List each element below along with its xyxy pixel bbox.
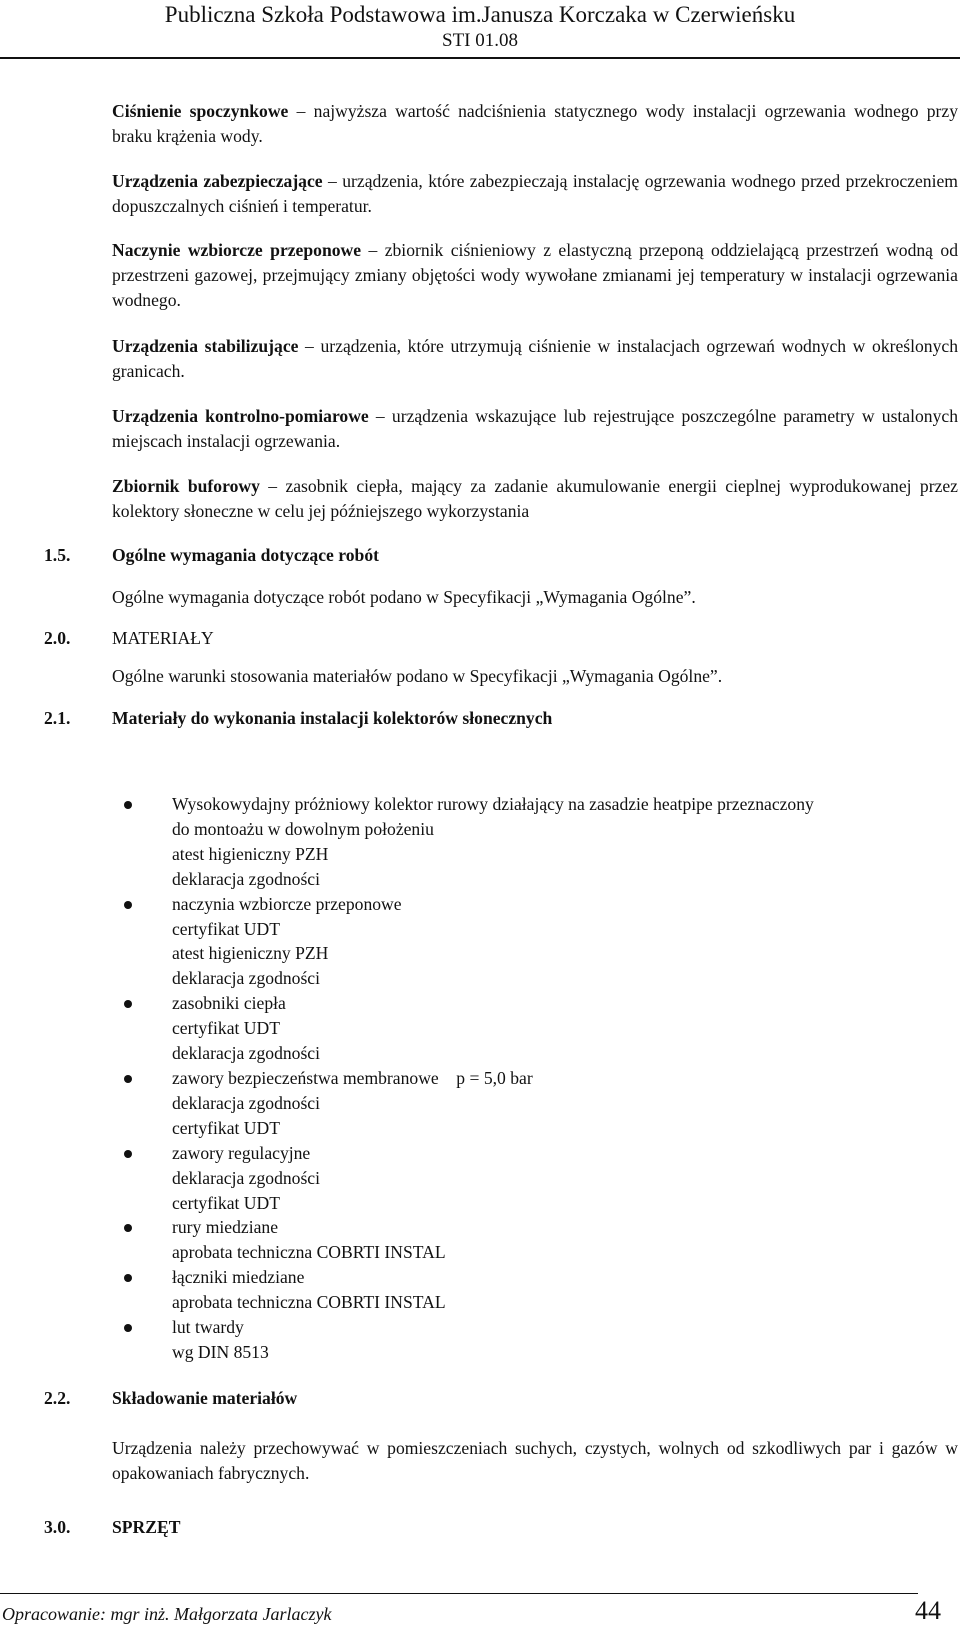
bullet-icon <box>124 1150 132 1158</box>
list-item-line: wg DIN 8513 <box>172 1341 269 1362</box>
list-item <box>118 1265 814 1315</box>
definition-text: – urządzenia wskazujące lub rejestrujące poszczególne parametry w ustalonych miejscach instalacji ogrzewania. <box>112 406 958 451</box>
section-body: Urządzenia należy przechowywać w pomieszczeniach suchych, czystych, wolnych od szkodliwych par i gazów w opakowaniach fabrycznych. <box>112 1438 958 1483</box>
definition-text: – zasobnik ciepła, mający za zadanie akumulowanie energii cieplnej wyprodukowanej przez kolektory słoneczne w celu jej późniejszego wykorzystania <box>112 476 958 521</box>
definition-text: – zbiornik ciśnieniowy z elastyczną przeponą oddzielającą przestrzeń wodną od przestrzeni gazowej, przejmujący zmiany objętości wody wywołane zmianami jej temperatury w instalacji ogrzewania wodnego. <box>112 240 958 310</box>
definition-paragraph <box>112 404 958 454</box>
materials-list <box>118 792 814 1365</box>
list-item-line: naczynia wzbiorcze przeponowe <box>172 893 402 914</box>
definition-text: – urządzenia, które zabezpieczają instalację ogrzewania wodnego przed przekroczeniem dopuszczalnych ciśnień i temperatur. <box>112 171 958 216</box>
section-number: 3.0. <box>44 1517 71 1537</box>
bullet-icon <box>124 1224 132 1232</box>
definition-paragraph <box>112 238 958 313</box>
definition-text: – urządzenia, które utrzymują ciśnienie w instalacjach ogrzewań wodnych w określonych granicach. <box>112 336 958 381</box>
section-body: Ogólne warunki stosowania materiałów podano w Specyfikacji „Wymagania Ogólne”. <box>112 666 723 686</box>
list-item-line: lut twardy <box>172 1317 244 1338</box>
list-item-line: do montoażu w dowolnym położeniu <box>172 818 434 839</box>
definition-term: Ciśnienie spoczynkowe <box>112 101 289 121</box>
bullet-icon <box>124 1075 132 1083</box>
list-item-line: zasobniki ciepła <box>172 993 286 1014</box>
section-title: SPRZĘT <box>112 1517 181 1537</box>
list-item-line: deklaracja zgodności <box>172 868 321 889</box>
section-title: Materiały do wykonania instalacji kolektorów słonecznych <box>112 708 553 728</box>
section-number: 1.5. <box>44 545 71 565</box>
list-item-line: aprobata techniczna COBRTI INSTAL <box>172 1292 446 1313</box>
page-number: 44 <box>915 1596 941 1625</box>
list-item <box>118 1315 814 1365</box>
section-number: 2.1. <box>44 708 71 728</box>
list-item-line: certyfikat UDT <box>172 1117 280 1138</box>
document-header-school: Publiczna Szkoła Podstawowa im.Janusza Korczaka w Czerwieńsku <box>164 2 796 27</box>
list-item-line: łączniki miedziane <box>172 1267 305 1288</box>
definition-term: Urządzenia kontrolno-pomiarowe <box>112 406 369 426</box>
footer-author: Opracowanie: mgr inż. Małgorzata Jarlaczyk <box>2 1604 332 1624</box>
definition-paragraph <box>112 474 958 524</box>
list-item <box>118 1066 814 1141</box>
section-title: MATERIAŁY <box>112 628 214 648</box>
section-number: 2.2. <box>44 1388 71 1408</box>
list-item-line: certyfikat UDT <box>172 1018 280 1039</box>
bullet-icon <box>124 1000 132 1008</box>
list-item <box>118 1215 814 1265</box>
definition-term: Urządzenia stabilizujące <box>112 336 299 356</box>
section-title: Ogólne wymagania dotyczące robót <box>112 545 379 565</box>
definition-term: Naczynie wzbiorcze przeponowe <box>112 240 362 260</box>
definition-paragraph <box>112 334 958 384</box>
section-number: 2.0. <box>44 628 71 648</box>
list-item-line: certyfikat UDT <box>172 1192 280 1213</box>
list-item-line: atest higieniczny PZH <box>172 943 329 964</box>
section-title: Składowanie materiałów <box>112 1388 298 1408</box>
list-item <box>118 792 814 892</box>
list-item-line: deklaracja zgodności <box>172 1043 321 1064</box>
definition-text: – najwyższa wartość nadciśnienia statycznego wody instalacji ogrzewania wodnego przy braku krążenia wody. <box>112 101 958 146</box>
list-item <box>118 1141 814 1216</box>
list-item-line: zawory regulacyjne <box>172 1142 311 1163</box>
list-item-line: deklaracja zgodności <box>172 1167 321 1188</box>
footer-divider <box>0 1593 918 1594</box>
list-item-line: atest higieniczny PZH <box>172 843 329 864</box>
list-item-line: zawory bezpieczeństwa membranowe p = 5,0 bar <box>172 1067 533 1088</box>
bullet-icon <box>124 901 132 909</box>
document-header-code: STI 01.08 <box>442 30 518 51</box>
definition-paragraph <box>112 169 958 219</box>
list-item <box>118 991 814 1066</box>
list-item-line: certyfikat UDT <box>172 918 280 939</box>
list-item-line: deklaracja zgodności <box>172 1092 321 1113</box>
bullet-icon <box>124 1274 132 1282</box>
bullet-icon <box>124 1324 132 1332</box>
header-divider <box>0 57 960 59</box>
list-item-line: deklaracja zgodności <box>172 968 321 989</box>
definition-term: Urządzenia zabezpieczające <box>112 171 323 191</box>
list-item-line: aprobata techniczna COBRTI INSTAL <box>172 1242 446 1263</box>
bullet-icon <box>124 801 132 809</box>
list-item <box>118 892 814 992</box>
list-item-line: rury miedziane <box>172 1217 279 1238</box>
definition-term: Zbiornik buforowy <box>112 476 260 496</box>
section-body: Ogólne wymagania dotyczące robót podano w Specyfikacji „Wymagania Ogólne”. <box>112 587 696 607</box>
list-item-line: Wysokowydajny próżniowy kolektor rurowy działający na zasadzie heatpipe przeznaczony <box>172 794 814 814</box>
definition-paragraph <box>112 99 958 149</box>
